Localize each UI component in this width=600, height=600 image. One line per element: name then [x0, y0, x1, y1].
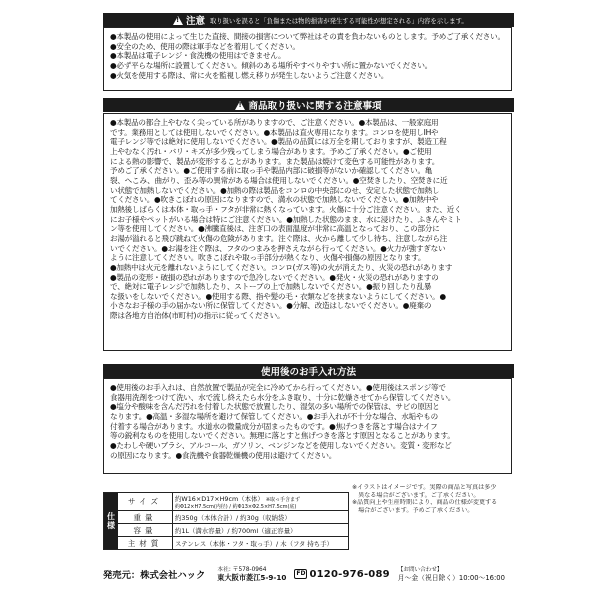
warning-triangle-icon	[173, 16, 183, 25]
spec-value: ステンレス（本体・フタ・取っ手）/ 木（フタ 持ち手）	[175, 539, 333, 548]
spec-row-capacity	[118, 524, 348, 537]
warning-triangle-icon	[235, 101, 245, 110]
caution-line: ●必ず平らな場所に設置してください。傾斜のある場所やすべりやすい所に置かないでください。	[110, 60, 432, 70]
spec-label: 主材質	[118, 537, 173, 549]
handling-line: な扱いをしないでください。●使用する際、指や髪の毛・衣類などを挟まないようにしてください。●	[110, 291, 446, 301]
handling-line: で、絶対に電子レンジで加熱したり、ストーブの上で加熱しないでください。●振り回したり乱暴	[110, 282, 432, 292]
care-line: 等の鋭利なものを使用しないでください。無理に落とすと焦げつきを落とす原因となることがあります。	[110, 431, 455, 441]
handling-line: ●加熱中は火元を離れないようにしてください。コンロ(ガス等)の火が消えたり、火災の恐れがあります	[110, 262, 453, 272]
care-line: の原因になります。●食洗機や食器乾燥機の使用は避けてください。	[110, 450, 337, 460]
handling-line: いでください。●お湯を注ぐ際は、フタのつまみを押さえながら行ってください。●火力が強すぎない	[110, 243, 446, 253]
caution-box	[103, 27, 512, 91]
handling-line: ように注意してください。吹きこぼれや取っ手部分が熱くなり、火傷や損傷の原因となります。	[110, 253, 426, 263]
seller-name: 発売元：株式会社ハック	[103, 570, 206, 581]
handling-line: ●本製品の都合上やむなく尖っている所がありますので、ご注意ください。●本製品は、一般家庭用	[110, 118, 439, 127]
note-line: 異なる場合がございます。ご了承ください。	[352, 491, 480, 499]
spec-table	[103, 492, 349, 550]
phone-number: 0120-976-089	[309, 568, 390, 580]
handling-line: です。業務用としては使用しないでください。●本製品は直火専用になります。コンロを使用しIHや	[110, 127, 439, 137]
care-line: ●たわしや硬いブラシ、アルコール、ガソリン、ベンジンなどを使用しないでください。変質・変形など	[110, 440, 452, 450]
handling-title: 商品取り扱いに関する注意事項	[248, 101, 382, 112]
spec-size-note: ※取っ手含まず	[265, 496, 301, 503]
handling-line: 上やむなく汚れ・バリ・キズが多少残ってしまう場合があります。予めご了承ください。●ご使用	[110, 146, 432, 156]
phone	[294, 569, 389, 580]
spec-row-size	[118, 493, 348, 511]
caution-line: ●本製品の使用によって生じた直接、間接の損害について弊社はその責を負わないものとします。予めご了承ください。	[110, 32, 505, 41]
handling-line: ●製品の変形・破損の恐れがありますので急冷しないでください。●発火・火災の恐れがありますの	[110, 272, 439, 282]
footer	[103, 563, 518, 585]
care-header	[103, 364, 514, 378]
handling-line: ン等を使用してください。●沸騰直後は、注ぎ口の表面温度が非常に高温となっており、この部分に	[110, 224, 440, 234]
inquiry-label: 【お問い合わせ】	[397, 567, 443, 573]
spec-heading: 仕様	[104, 493, 118, 549]
spec-label: サイズ	[118, 493, 173, 511]
note-line: 場合がございます。予めご了承ください。	[352, 506, 474, 514]
caution-line: ●火気を使用する際は、常に火を監視し燃え移りが発生しないようご注意ください。	[110, 70, 389, 80]
care-box	[103, 378, 512, 474]
care-title: 使用後のお手入れ方法	[260, 367, 356, 378]
caution-line: ●安全のため、使用の際は軍手などを着用してください。	[110, 41, 300, 51]
spec-rows	[118, 493, 348, 549]
caution-header	[103, 13, 514, 27]
handling-line: い状態で加熱しないでください。●加熱の際は製品をコンロの中央部にのせ、安定した状態で加熱し	[110, 185, 440, 195]
spec-value: 約1L（満水容量）/ 約700ml（適正容量）	[173, 524, 349, 537]
handling-line: 予めご了承ください。●ご使用する前に取っ手や製品内部に破損等がないか確認してください。亀	[110, 166, 433, 176]
handling-header	[103, 98, 514, 112]
care-line: 食器用洗剤をつけて洗い、水で流し終えたら水分をふき取り、十分に乾燥させてから保管してください。	[110, 392, 456, 402]
hours-text: 月～金（祝日除く）10:00～16:00	[397, 574, 505, 582]
caution-subtitle: 取り扱いを誤ると「負傷または物的損害が発生する可能性が想定される」内容を示します。	[210, 17, 468, 25]
care-line: 付着する場合があります。水道水の微量成分が固まったものです。●焦げつきを落とす場合はナイフ	[110, 421, 438, 431]
note-line: ※品質向上や生産時期により、商品の仕様が変更する	[352, 499, 498, 507]
handling-line: にお子様やペットがいる場合は特にご注意ください。●加熱した状態のまま、水に浸けたり、ふきんやミト	[110, 214, 462, 224]
spec-value: 約350g（本体合計）/ 約30g（収納袋）	[173, 511, 349, 524]
caution-title: 注意	[186, 16, 206, 27]
address-label: 本社: 〒578-0964	[217, 567, 267, 573]
address-text: 東大阪市菱江5-9-10	[217, 573, 287, 582]
handling-line: お湯が溢れると飛び跳ねて火傷の危険があります。注ぐ際は、火から離して少し待ち、注意しながら注	[110, 233, 448, 243]
care-line: なります。●高温・多湿な場所を避けて保管してください。●お手入れが不十分な場合、水垢やもの	[110, 411, 438, 421]
spec-label: 重量	[118, 511, 173, 524]
spec-label: 容量	[118, 524, 173, 537]
spec-row-weight	[118, 511, 348, 524]
handling-line: 電子レンジ等では絶対に使用しないでください。●製品の品質には万全を期しておりますが、製造工程	[110, 137, 447, 147]
care-line: ●塩分や酸味を含んだ汚れを付着した状態で放置したり、湿気の多い場所での保管は、サビの原因と	[110, 402, 440, 412]
handling-line: てください。●吹きこぼれの原因になりますので、満水の状態で加熱しないでください。●加熱中や	[110, 195, 439, 205]
inquiry-hours	[398, 566, 505, 582]
handling-box	[103, 113, 512, 351]
notes	[352, 484, 514, 514]
handling-line: 裂、へこみ、曲がり、歪み等の異常がある場合は使用しないでください。●空焚きしたり、空焚きに近	[110, 175, 448, 185]
handling-line: による熱の影響で、製品が変形することがあります。また製品は焼けて変色する可能性があります。	[110, 156, 440, 166]
spec-value	[173, 493, 349, 511]
care-line: ●使用後のお手入れは、自然放置で製品が完全に冷めてから行ってください。●使用後はスポンジ等で	[110, 383, 446, 392]
handling-line: 小さなお子様の手の届かない所に保管してください。●分解、改造はしないでください。●廃棄の	[110, 301, 432, 311]
freedial-icon: FD	[296, 570, 306, 577]
handling-line: 際は各地方自治体(市町村)の指示に従ってください。	[110, 311, 285, 321]
handling-line: 加熱後しばらくは本体・取っ手・フタが非常に熱くなっています。火傷に十分ご注意ください。また、近く	[110, 204, 462, 214]
note-line: ※イラストはイメージです。実際の商品と写真は多少	[352, 484, 497, 491]
company-address	[217, 566, 286, 582]
spec-row-material	[118, 537, 348, 549]
caution-line: ●本製品は電子レンジ・食洗機の使用はできません。	[110, 51, 286, 61]
spec-size-sub: 約Φ12×H7.5cm(内径) / 約Φ13×Φ2.5×H7.5cm(底)	[175, 503, 297, 510]
spec-size-value: 約W16×D17×H9cm（本体）	[175, 494, 264, 503]
